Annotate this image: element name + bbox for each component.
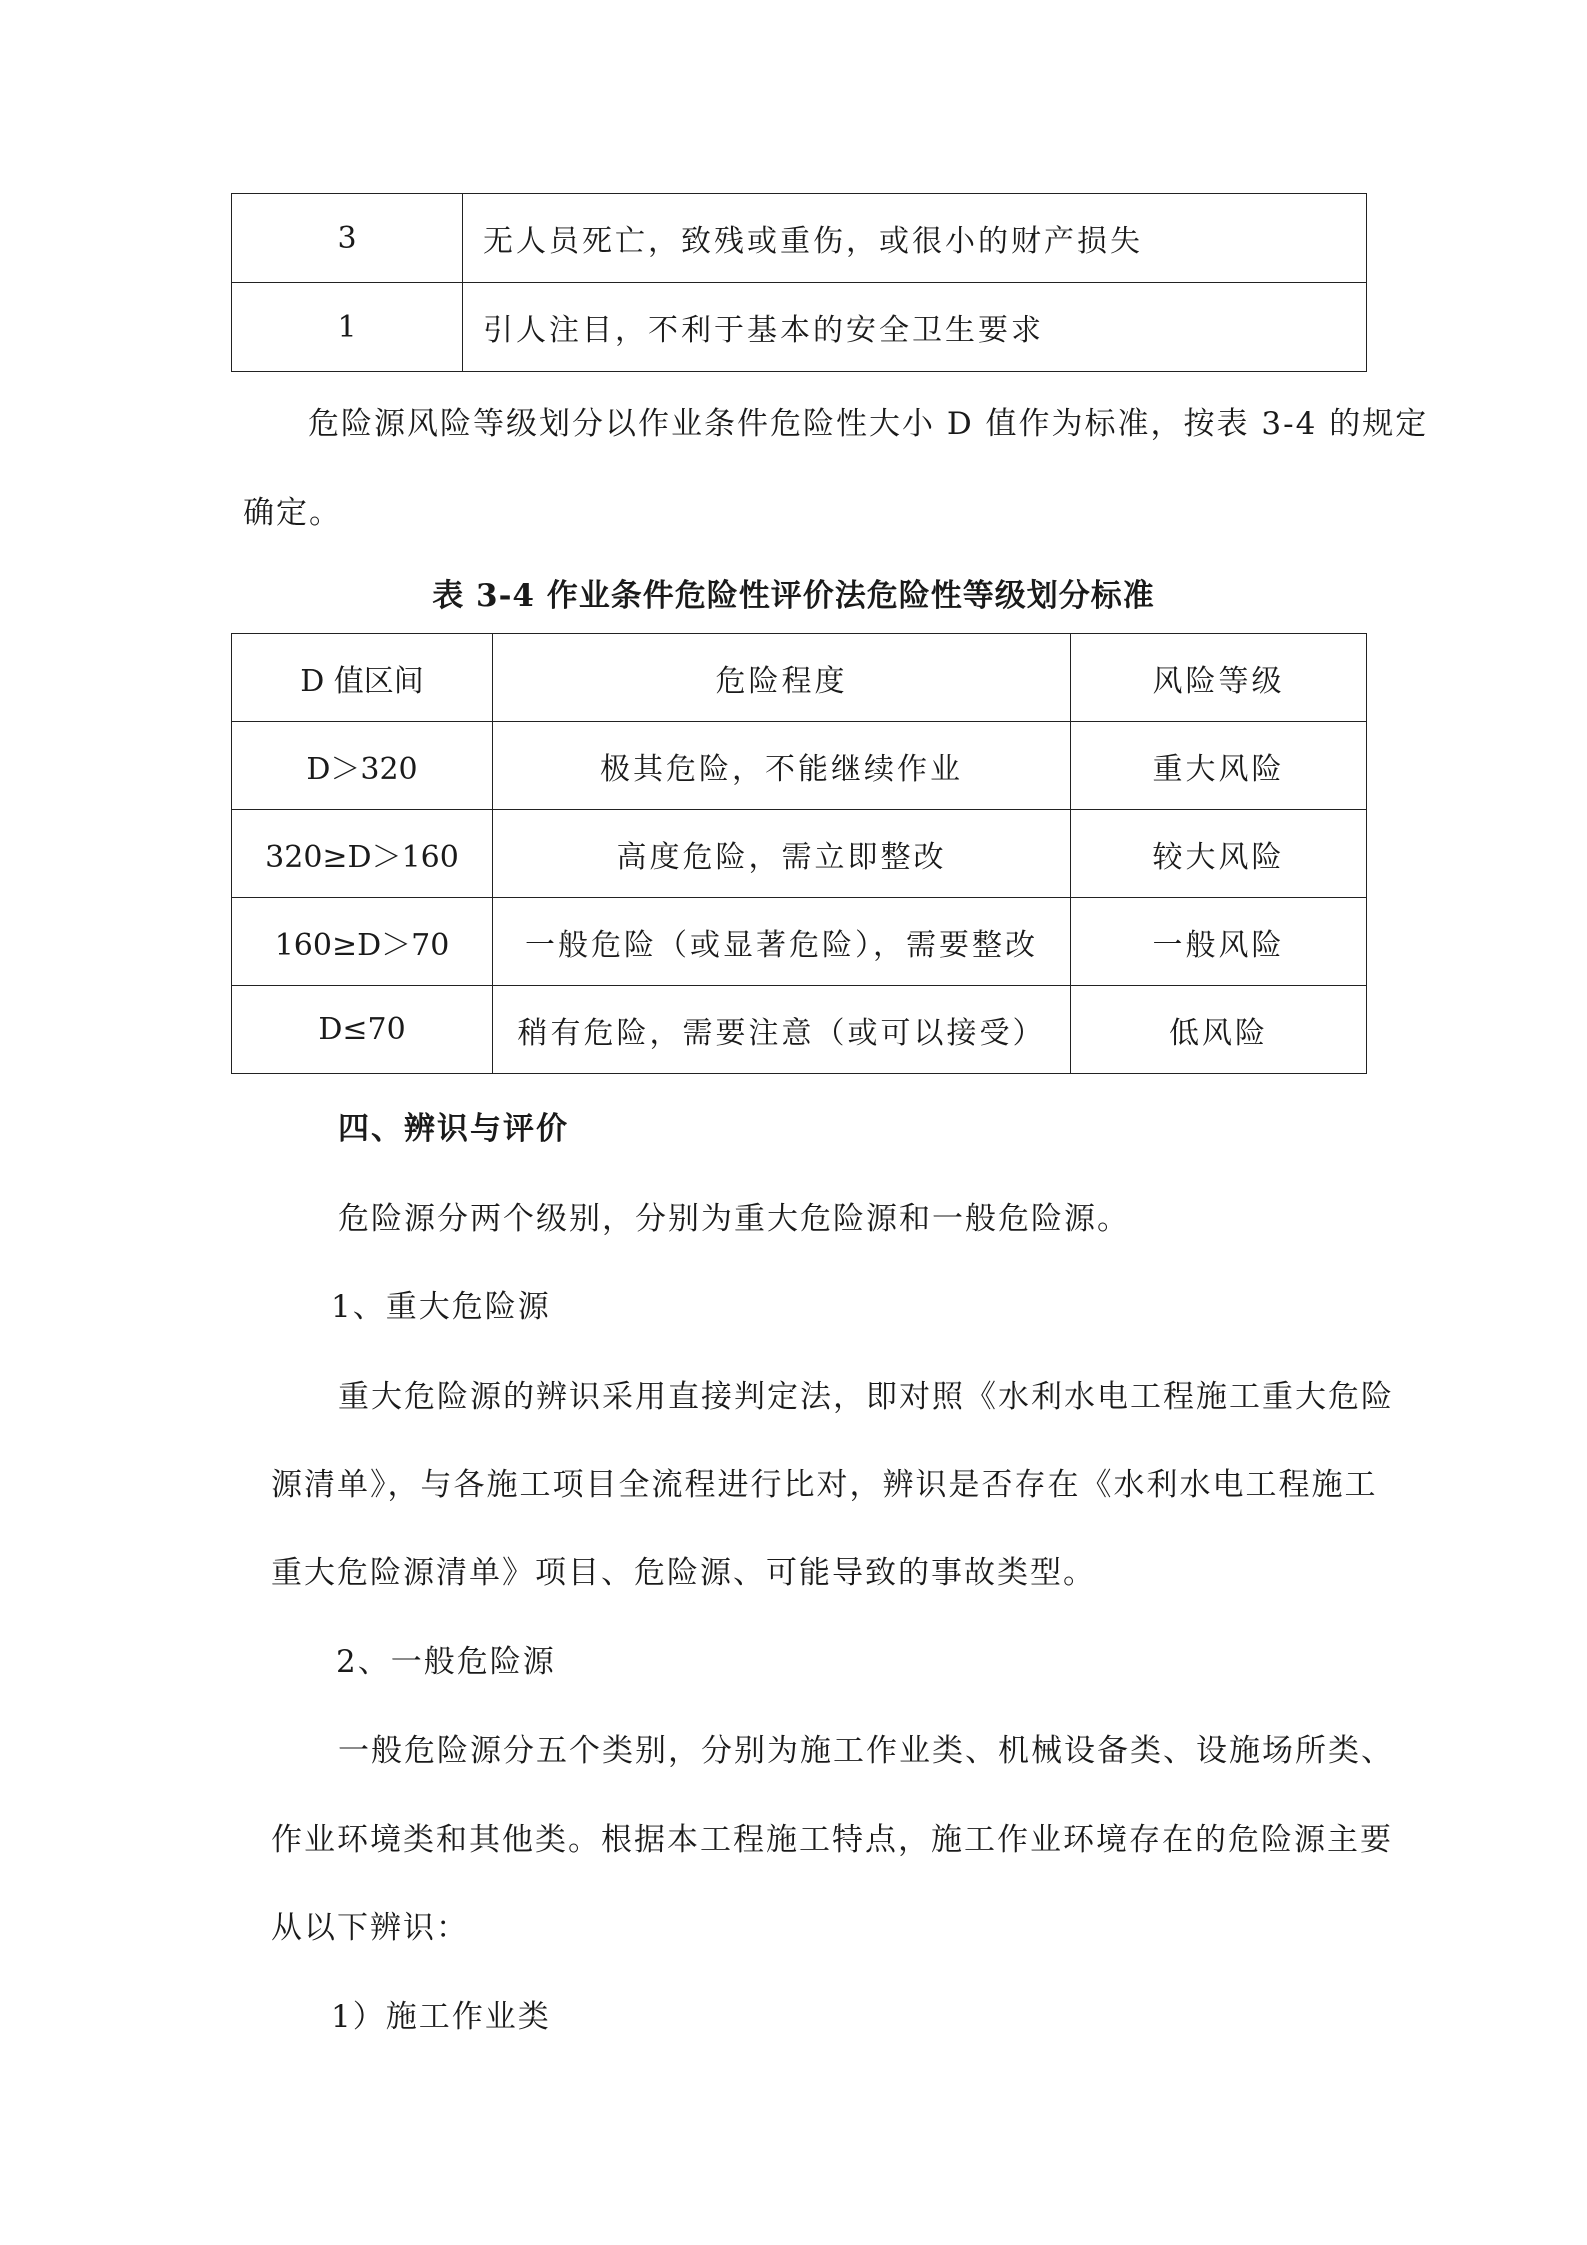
header-d-range: D 值区间 — [232, 634, 493, 722]
paragraph-line: 一般危险源分五个类别，分别为施工作业类、机械设备类、设施场所类、 — [338, 1733, 1394, 1769]
score-cell: 3 — [232, 194, 463, 283]
score-cell: 1 — [232, 283, 463, 372]
range-cell: D≤70 — [232, 986, 493, 1074]
risk-level-table — [231, 633, 1367, 1074]
level-cell: 一般风险 — [1071, 898, 1367, 986]
table-row — [232, 283, 1367, 372]
table-row — [232, 722, 1367, 810]
subsection-title: 1、重大危险源 — [331, 1289, 551, 1325]
level-cell: 低风险 — [1071, 986, 1367, 1074]
table-caption: 表 3-4 作业条件危险性评价法危险性等级划分标准 — [432, 578, 1155, 614]
paragraph-line: 确定。 — [243, 495, 342, 531]
level-cell: 重大风险 — [1071, 722, 1367, 810]
paragraph-line: 作业环境类和其他类。根据本工程施工特点，施工作业环境存在的危险源主要 — [271, 1822, 1393, 1858]
description-cell: 无人员死亡，致残或重伤，或很小的财产损失 — [463, 194, 1367, 283]
degree-cell: 极其危险，不能继续作业 — [493, 722, 1071, 810]
table-row — [232, 986, 1367, 1074]
paragraph-line: 危险源分两个级别，分别为重大危险源和一般危险源。 — [338, 1201, 1130, 1237]
consequence-table — [231, 193, 1367, 372]
header-danger-degree: 危险程度 — [493, 634, 1071, 722]
paragraph-line: 源清单》，与各施工项目全流程进行比对，辨识是否存在《水利水电工程施工 — [271, 1467, 1378, 1503]
range-cell: 320≥D＞160 — [232, 810, 493, 898]
range-cell: 160≥D＞70 — [232, 898, 493, 986]
paragraph-line: 重大危险源清单》项目、危险源、可能导致的事故类型。 — [271, 1555, 1096, 1591]
section-heading: 四、辨识与评价 — [338, 1111, 569, 1147]
description-cell: 引人注目，不利于基本的安全卫生要求 — [463, 283, 1367, 372]
degree-cell: 高度危险，需立即整改 — [493, 810, 1071, 898]
list-item: 1）施工作业类 — [331, 1999, 551, 2035]
table-row — [232, 810, 1367, 898]
table-row — [232, 898, 1367, 986]
level-cell: 较大风险 — [1071, 810, 1367, 898]
table-header-row — [232, 634, 1367, 722]
subsection-title: 2、一般危险源 — [336, 1644, 556, 1680]
degree-cell: 稍有危险，需要注意（或可以接受） — [493, 986, 1071, 1074]
table-row — [232, 194, 1367, 283]
range-cell: D＞320 — [232, 722, 493, 810]
paragraph-line: 危险源风险等级划分以作业条件危险性大小 D 值作为标准，按表 3-4 的规定 — [308, 406, 1429, 442]
paragraph-line: 重大危险源的辨识采用直接判定法，即对照《水利水电工程施工重大危险 — [338, 1379, 1394, 1415]
paragraph-line: 从以下辨识： — [271, 1910, 469, 1946]
header-risk-level: 风险等级 — [1071, 634, 1367, 722]
degree-cell: 一般危险（或显著危险），需要整改 — [493, 898, 1071, 986]
